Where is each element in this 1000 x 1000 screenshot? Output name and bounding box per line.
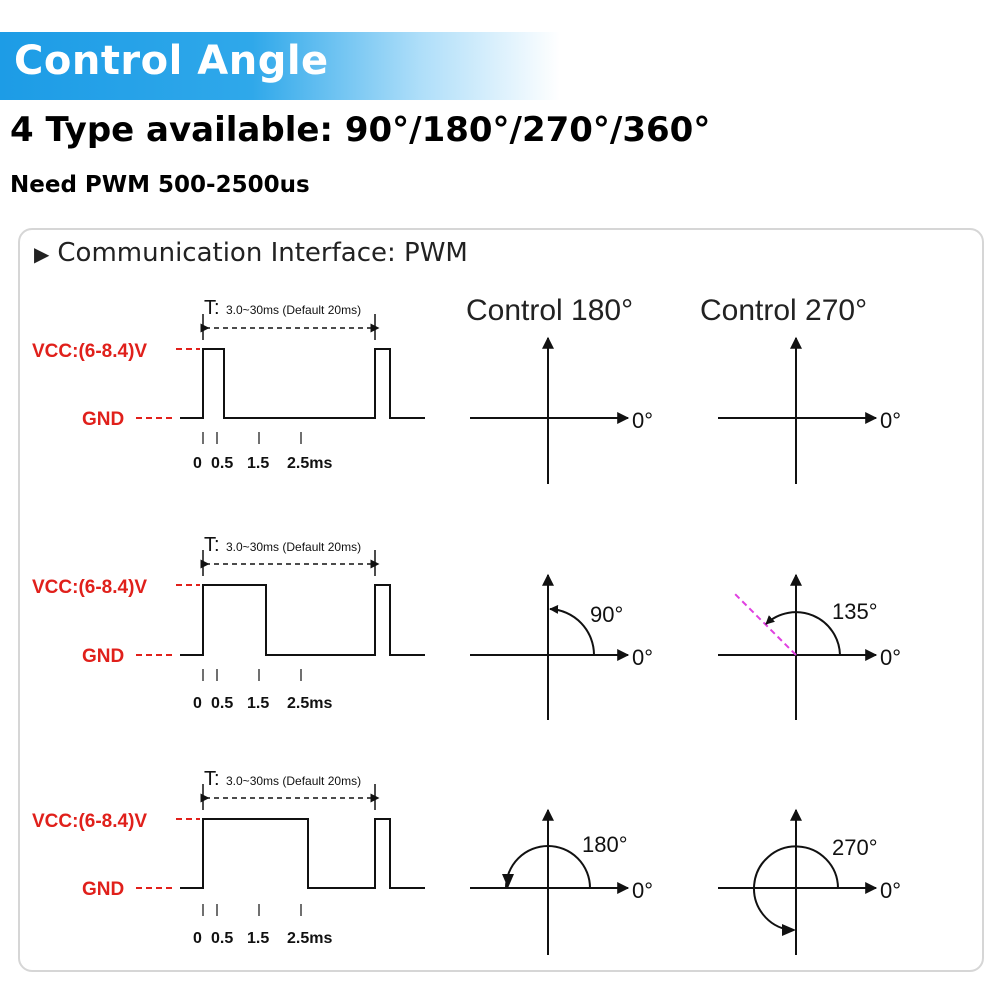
angle-label: 90°: [590, 602, 624, 627]
time-ticks: [193, 669, 332, 712]
play-triangle-icon: ▶: [34, 242, 50, 266]
zero-degree-label: 0°: [632, 408, 654, 433]
page-title: Control Angle: [14, 38, 329, 84]
angle-label: 135°: [832, 599, 878, 624]
interface-text: Communication Interface: PWM: [57, 238, 468, 268]
angle-guide-135: [734, 593, 796, 655]
time-ticks: [193, 904, 332, 947]
tick-label: 0.5: [211, 695, 234, 712]
zero-degree-label: 0°: [632, 645, 654, 670]
period-prefix: T:: [204, 297, 220, 319]
signal-row: [32, 534, 901, 720]
signal-row: [32, 768, 901, 955]
vcc-label: VCC:(6-8.4)V: [32, 341, 148, 362]
tick-label: 0: [193, 455, 202, 472]
pwm-waveform: [180, 349, 425, 418]
gnd-label: GND: [82, 409, 125, 430]
period-text: 3.0~30ms (Default 20ms): [226, 774, 362, 788]
gnd-label: GND: [82, 646, 125, 667]
tick-label: 1.5: [247, 930, 270, 947]
angle-types-heading: 4 Type available: 90°/180°/270°/360°: [10, 110, 711, 150]
zero-degree-label: 0°: [880, 645, 902, 670]
time-ticks: [193, 432, 332, 472]
tick-label: 0.5: [211, 930, 234, 947]
tick-label: 2.5ms: [287, 930, 333, 947]
tick-label: 0: [193, 930, 202, 947]
column-title-270: Control 270°: [700, 294, 868, 327]
zero-degree-label: 0°: [880, 878, 902, 903]
tick-label: 0: [193, 695, 202, 712]
period-prefix: T:: [204, 534, 220, 556]
tick-label: 0.5: [211, 455, 234, 472]
period-prefix: T:: [204, 768, 220, 790]
vcc-label: VCC:(6-8.4)V: [32, 577, 148, 598]
angle-label: 180°: [582, 832, 628, 857]
vcc-label: VCC:(6-8.4)V: [32, 811, 148, 832]
tick-label: 1.5: [247, 455, 270, 472]
angle-label: 270°: [832, 835, 878, 860]
arc-arrowhead: [782, 924, 796, 936]
period-text: 3.0~30ms (Default 20ms): [226, 303, 362, 317]
period-text: 3.0~30ms (Default 20ms): [226, 540, 362, 554]
tick-label: 2.5ms: [287, 695, 333, 712]
arc-arrowhead: [502, 874, 514, 888]
zero-degree-label: 0°: [880, 408, 902, 433]
pwm-waveform: [180, 819, 425, 888]
pwm-waveform: [180, 585, 425, 655]
tick-label: 2.5ms: [287, 455, 333, 472]
pwm-requirement: Need PWM 500-2500us: [10, 172, 310, 198]
tick-label: 1.5: [247, 695, 270, 712]
zero-degree-label: 0°: [632, 878, 654, 903]
rotation-arc-90: [550, 609, 594, 655]
column-title-180: Control 180°: [466, 294, 634, 327]
rotation-arc-135: [766, 612, 840, 655]
gnd-label: GND: [82, 879, 125, 900]
